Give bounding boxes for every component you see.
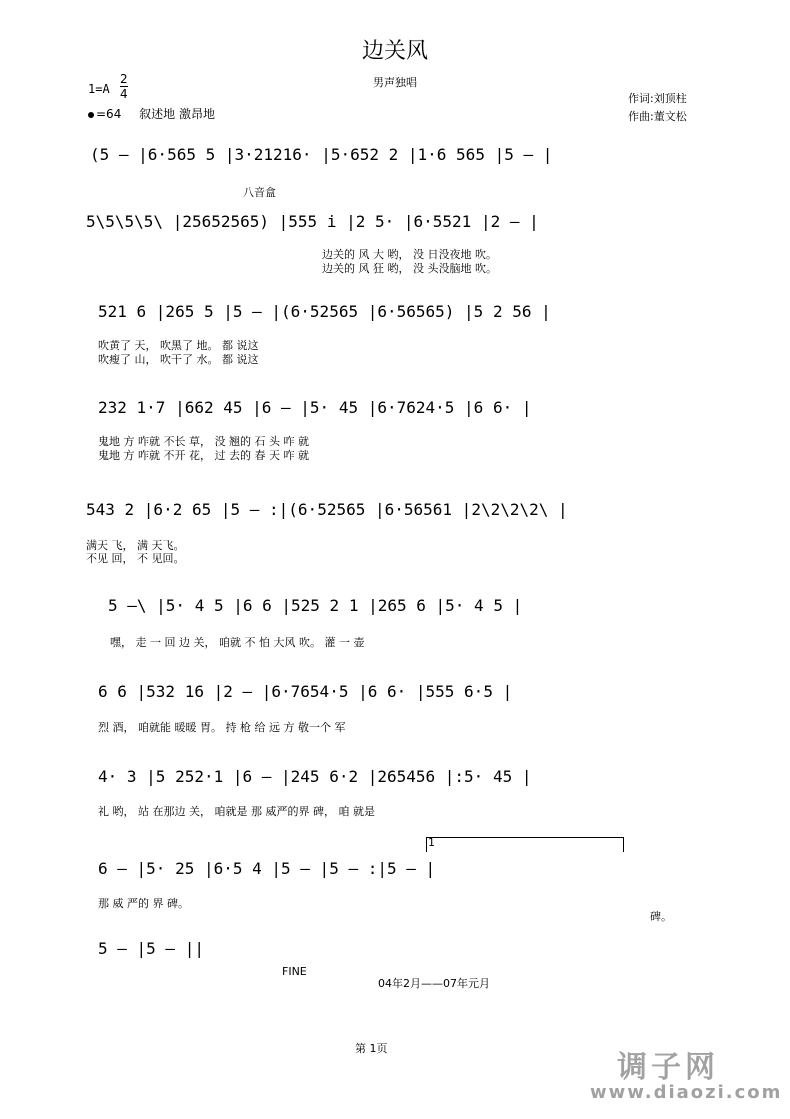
lyric-line: 边关的 风 狂 哟， 没 头没脑地 吹。: [322, 262, 497, 275]
score-system-6: 5 –\ |5· 4 5 |6 6 |525 2 1 |265 6 |5· 4 5 |: [108, 596, 523, 615]
score-system-5: 543 2 |6·2 65 |5 – :|(6·52565 |6·56561 |2\2\2\2\ |: [86, 500, 568, 519]
lyric-line: 碑。: [650, 910, 672, 923]
score-subtitle: 男声独唱: [373, 76, 417, 89]
lyric-line: 鬼地 方 咋就 不长 草， 没 翘的 石 头 咋 就: [98, 435, 309, 448]
lyricist-credit: 作词:刘顶柱: [628, 92, 687, 105]
score-system-8: 4· 3 |5 252·1 |6 – |245 6·2 |265456 |:5· 45 |: [98, 767, 532, 786]
score-system-9: 6 – |5· 25 |6·5 4 |5 – |5 – :|5 – |: [98, 859, 436, 878]
score-system-4: 232 1·7 |662 45 |6 – |5· 45 |6·7624·5 |6 6· |: [98, 398, 532, 417]
lyric-line: 满天 飞， 满 天飞。: [86, 539, 185, 552]
lyric-line: 嘿， 走 一 回 边 关， 咱就 不 怕 大风 吹。 灌 一 壶: [110, 636, 365, 649]
lyric-line: 吹黄了 天， 吹黑了 地。 都 说这: [98, 339, 259, 352]
fine-marking: FINE: [282, 965, 307, 978]
lyric-line: 鬼地 方 咋就 不开 花， 过 去的 春 天 咋 就: [98, 449, 309, 462]
quarter-note-icon: [88, 112, 94, 118]
lyric-line: 边关的 风 大 哟， 没 日没夜地 吹。: [322, 248, 497, 261]
tempo-marking: =64 叙述地 激昂地: [88, 105, 215, 122]
lyric-line: 吹瘦了 山， 吹干了 水。 都 说这: [98, 353, 259, 366]
volta-marker: 1: [428, 836, 435, 849]
instrument-label: 八音盒: [243, 186, 276, 199]
date-note: 04年2月——07年元月: [378, 977, 490, 990]
score-title: 边关风: [361, 39, 428, 64]
site-watermark: 调子网: [617, 1050, 719, 1085]
composer-credit: 作曲:董文松: [628, 110, 687, 123]
lyric-line: 不见 回， 不 见回。: [86, 552, 185, 565]
score-system-7: 6 6 |532 16 |2 – |6·7654·5 |6 6· |555 6·5 |: [98, 682, 513, 701]
score-system-3: 521 6 |265 5 |5 – |(6·52565 |6·56565) |5 2 56 |: [98, 302, 551, 321]
time-signature: $\frac{2}{4}$: [120, 72, 128, 101]
page-number: 第 1页: [355, 1042, 388, 1055]
score-system-10: 5 – |5 – ||: [98, 939, 204, 958]
lyric-line: 烈 酒， 咱就能 暖暖 胃。 持 枪 给 远 方 敬一个 军: [98, 721, 346, 734]
score-system-1: (5 – |6·565 5 |3·21216· |5·652 2 |1·6 565 |5 – |: [90, 145, 553, 164]
volta-bracket: [426, 837, 624, 852]
url-watermark: www.diaozi.com: [590, 1082, 783, 1103]
key-signature: 1=A: [88, 82, 110, 96]
score-system-2: 5\5\5\5\ |25652565) |555 i |2 5· |6·5521 |2 – |: [86, 212, 539, 231]
lyric-line: 礼 哟， 站 在那边 关， 咱就是 那 威严的界 碑， 咱 就是: [98, 805, 375, 818]
lyric-line: 那 威 严的 界 碑。: [98, 897, 189, 910]
